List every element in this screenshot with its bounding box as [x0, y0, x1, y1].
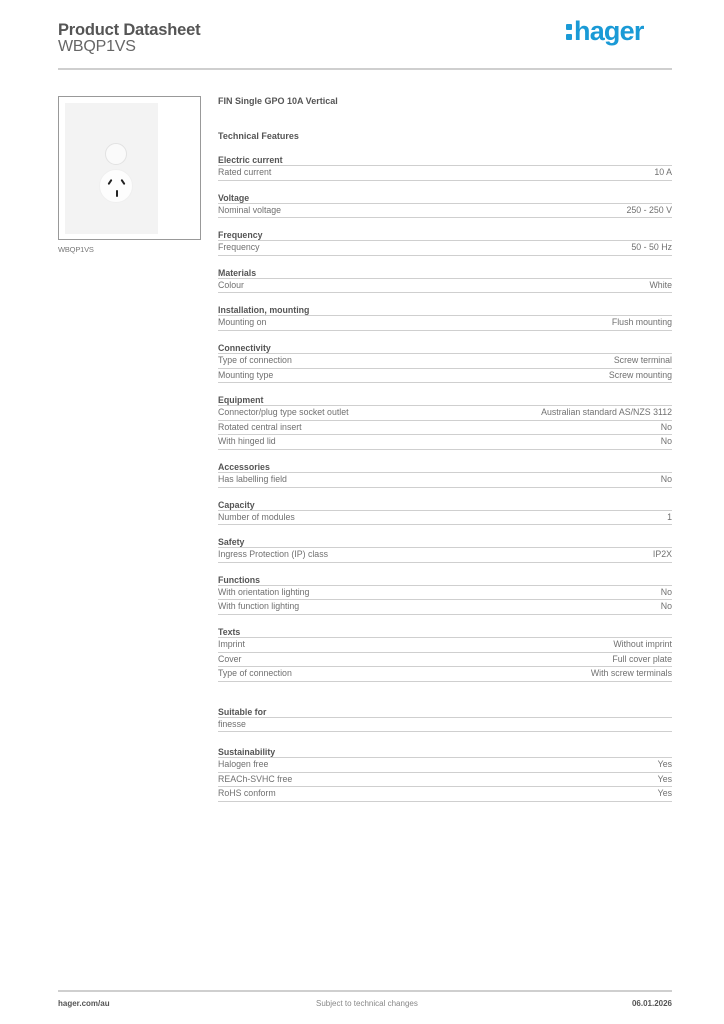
spec-row [218, 354, 672, 369]
spec-row [218, 369, 672, 384]
live-pin-icon [107, 179, 112, 185]
spec-label: RoHS conform [218, 788, 276, 799]
spec-value: Screw mounting [608, 369, 672, 380]
spec-label: Cover [218, 653, 242, 664]
group-title: Electric current [218, 154, 672, 166]
spec-group-texts [218, 626, 672, 682]
spec-row [218, 511, 672, 526]
spec-value: 1 [667, 511, 672, 522]
product-name: FIN Single GPO 10A Vertical [218, 96, 338, 106]
group-title: Equipment [218, 394, 672, 406]
socket-outlet-icon [99, 169, 133, 203]
spec-group-equipment [218, 394, 672, 450]
footer-date: 06.01.2026 [631, 999, 672, 1008]
footer-divider [58, 990, 672, 992]
group-title: Suitable for [218, 706, 672, 718]
spec-group-sustainability [218, 746, 672, 802]
spec-value: No [660, 473, 672, 484]
group-title: Connectivity [218, 342, 672, 354]
spec-value: Flush mounting [611, 317, 672, 328]
spec-group-materials [218, 267, 672, 294]
spec-row [218, 204, 672, 219]
spec-row [218, 600, 672, 615]
rocker-switch-icon [105, 143, 127, 165]
group-title: Installation, mounting [218, 304, 672, 316]
spec-group-accessories [218, 461, 672, 488]
spec-value: Screw terminal [613, 354, 672, 365]
spec-label: With orientation lighting [218, 586, 310, 597]
logo-colon-icon [566, 21, 573, 41]
spec-group-electric-current [218, 154, 672, 181]
spec-row [218, 279, 672, 294]
spec-row [218, 638, 672, 653]
group-title: Sustainability [218, 746, 672, 758]
spec-label: Imprint [218, 638, 245, 649]
spec-value: IP2X [652, 549, 672, 560]
spec-value: No [660, 586, 672, 597]
product-code: WBQP1VS [58, 38, 136, 55]
spec-label: Type of connection [218, 668, 292, 679]
product-image [58, 96, 201, 240]
spec-value: No [660, 436, 672, 447]
spec-label: With function lighting [218, 601, 300, 612]
neutral-pin-icon [120, 179, 125, 185]
spec-row [218, 316, 672, 331]
footer-website: hager.com/au [58, 999, 110, 1008]
spec-label: Type of connection [218, 354, 292, 365]
spec-label: Rated current [218, 167, 272, 177]
spec-label: Halogen free [218, 759, 269, 770]
spec-value: 250 - 250 V [626, 204, 672, 215]
hager-logo [566, 14, 644, 48]
earth-pin-icon [116, 190, 118, 197]
spec-label: Frequency [218, 242, 260, 253]
group-title: Materials [218, 267, 672, 279]
spec-row [218, 548, 672, 563]
spec-row [218, 421, 672, 436]
spec-row [218, 787, 672, 802]
spec-label: Number of modules [218, 511, 295, 522]
spec-value: White [649, 279, 672, 290]
spec-value: Yes [657, 773, 672, 784]
page-title: Product Datasheet [58, 21, 201, 39]
spec-row [218, 435, 672, 450]
spec-row [218, 718, 672, 733]
switch-plate [65, 103, 158, 234]
spec-value: Yes [657, 788, 672, 799]
spec-row [218, 406, 672, 421]
spec-label: Connector/plug type socket outlet [218, 407, 349, 418]
spec-group-voltage [218, 192, 672, 219]
spec-value: 10 A [654, 167, 672, 177]
spec-row [218, 653, 672, 668]
footer-notice: Subject to technical changes [316, 999, 418, 1008]
spec-group-suitable-for [218, 706, 672, 733]
spec-value: With screw terminals [590, 668, 672, 679]
spec-group-capacity [218, 499, 672, 526]
spec-label: Nominal voltage [218, 204, 282, 215]
spec-row [218, 758, 672, 773]
spec-row [218, 166, 672, 181]
spec-content [218, 94, 672, 802]
spec-label: Mounting on [218, 317, 267, 328]
spec-row [218, 773, 672, 788]
header-divider [58, 68, 672, 70]
spec-label: Mounting type [218, 369, 274, 380]
group-title: Functions [218, 574, 672, 586]
spec-value: 50 - 50 Hz [631, 242, 672, 253]
spec-label: Ingress Protection (IP) class [218, 549, 328, 560]
section-title: Technical Features [218, 131, 299, 141]
group-title: Voltage [218, 192, 672, 204]
spec-value: No [660, 421, 672, 432]
spec-label: Rotated central insert [218, 421, 302, 432]
spec-label: Colour [218, 279, 244, 290]
spec-group-safety [218, 536, 672, 563]
spec-value: Yes [657, 759, 672, 770]
spec-row [218, 586, 672, 601]
spec-row [218, 241, 672, 256]
spec-label: With hinged lid [218, 436, 276, 447]
spec-value: No [660, 601, 672, 612]
spec-group-functions [218, 574, 672, 615]
spec-group-connectivity [218, 342, 672, 383]
group-title: Texts [218, 626, 672, 638]
spec-value: Without imprint [613, 638, 672, 649]
logo-text: hager [574, 16, 644, 46]
group-title: Safety [218, 536, 672, 548]
group-title: Accessories [218, 461, 672, 473]
spec-value: Full cover plate [612, 653, 672, 664]
spec-label: Has labelling field [218, 473, 287, 484]
group-title: Frequency [218, 229, 672, 241]
spec-row [218, 473, 672, 488]
spec-value: Australian standard AS/NZS 3112 [541, 407, 672, 418]
spec-label: finesse [218, 718, 246, 729]
spec-group-installation [218, 304, 672, 331]
spec-row [218, 667, 672, 682]
spec-group-frequency [218, 229, 672, 256]
group-title: Capacity [218, 499, 672, 511]
spec-label: REACh-SVHC free [218, 773, 293, 784]
product-image-caption: WBQP1VS [58, 245, 94, 254]
